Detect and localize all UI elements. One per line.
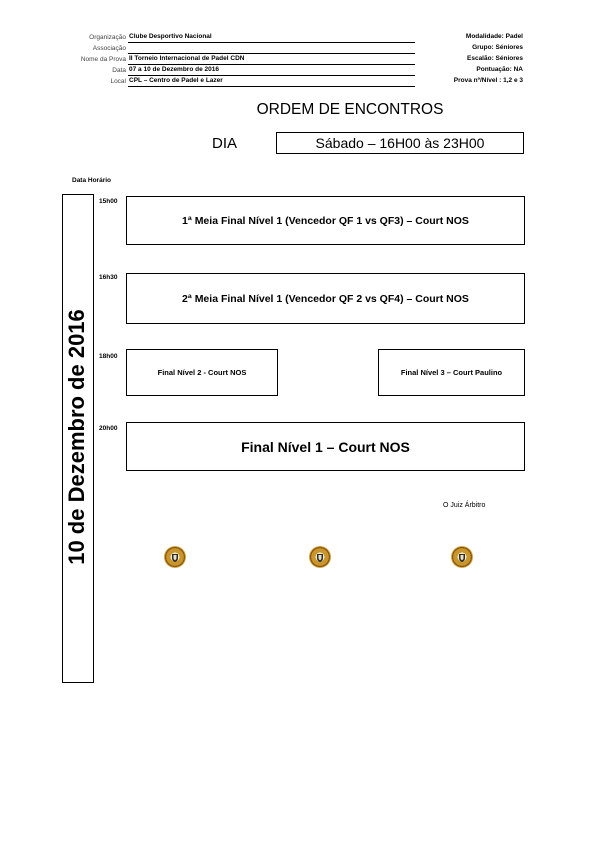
time-slot-label: 20h00 xyxy=(99,425,118,432)
header-label: Associação xyxy=(92,45,126,52)
escalao-text: Escalão: Séniores xyxy=(467,55,523,62)
modalidade-text: Modalidade: Padel xyxy=(465,33,523,40)
header-value: II Torneio Internacional de Padel CDN xyxy=(128,55,415,65)
header-value: CPL – Centro de Padel e Lazer xyxy=(128,77,415,87)
header-row-data xyxy=(60,65,415,76)
header-row-nome-prova xyxy=(60,54,415,65)
club-seal-icon xyxy=(451,546,473,568)
day-time-box: Sábado – 16H00 às 23H00 xyxy=(276,132,524,154)
header-value: Clube Desportivo Nacional xyxy=(128,33,415,43)
match-final-nivel-3: Final Nível 3 – Court Paulino xyxy=(378,349,525,396)
header-value xyxy=(128,44,415,54)
grupo-text: Grupo: Séniores xyxy=(472,44,523,51)
club-seal-icon xyxy=(309,546,331,568)
header-row-associacao xyxy=(60,43,415,54)
time-slot-label: 15h00 xyxy=(99,198,118,205)
pontuacao-text: Pontuação: NA xyxy=(476,66,523,73)
match-final-nivel-2: Final Nível 2 - Court NOS xyxy=(126,349,278,396)
match-semifinal-1: 1ª Meia Final Nível 1 (Vencedor QF 1 vs QF3) – Court NOS xyxy=(126,196,525,245)
dia-label: DIA xyxy=(212,135,238,152)
signature-label: O Juiz Árbitro xyxy=(443,502,486,509)
time-slot-label: 16h30 xyxy=(99,274,118,281)
match-final-nivel-1: Final Nível 1 – Court NOS xyxy=(126,422,525,471)
club-seal-icon xyxy=(164,546,186,568)
column-header: Data Horário xyxy=(72,177,112,184)
header-label: Organização xyxy=(89,34,126,41)
prova-nivel-text: Prova nº/Nível : 1,2 e 3 xyxy=(453,77,523,84)
vertical-date: 10 de Dezembro de 2016 xyxy=(64,309,89,565)
match-semifinal-2: 2ª Meia Final Nível 1 (Vencedor QF 2 vs QF4) – Court NOS xyxy=(126,273,525,324)
header-label: Local xyxy=(110,78,126,85)
header-label: Nome da Prova xyxy=(80,56,126,63)
header-row-local xyxy=(60,76,415,87)
header-label: Data xyxy=(112,67,126,74)
time-slot-label: 18h00 xyxy=(99,353,118,360)
header-value: 07 a 10 de Dezembro de 2016 xyxy=(128,66,415,76)
page-title: ORDEM DE ENCONTROS xyxy=(256,101,444,118)
header-row-organizacao xyxy=(60,32,415,43)
